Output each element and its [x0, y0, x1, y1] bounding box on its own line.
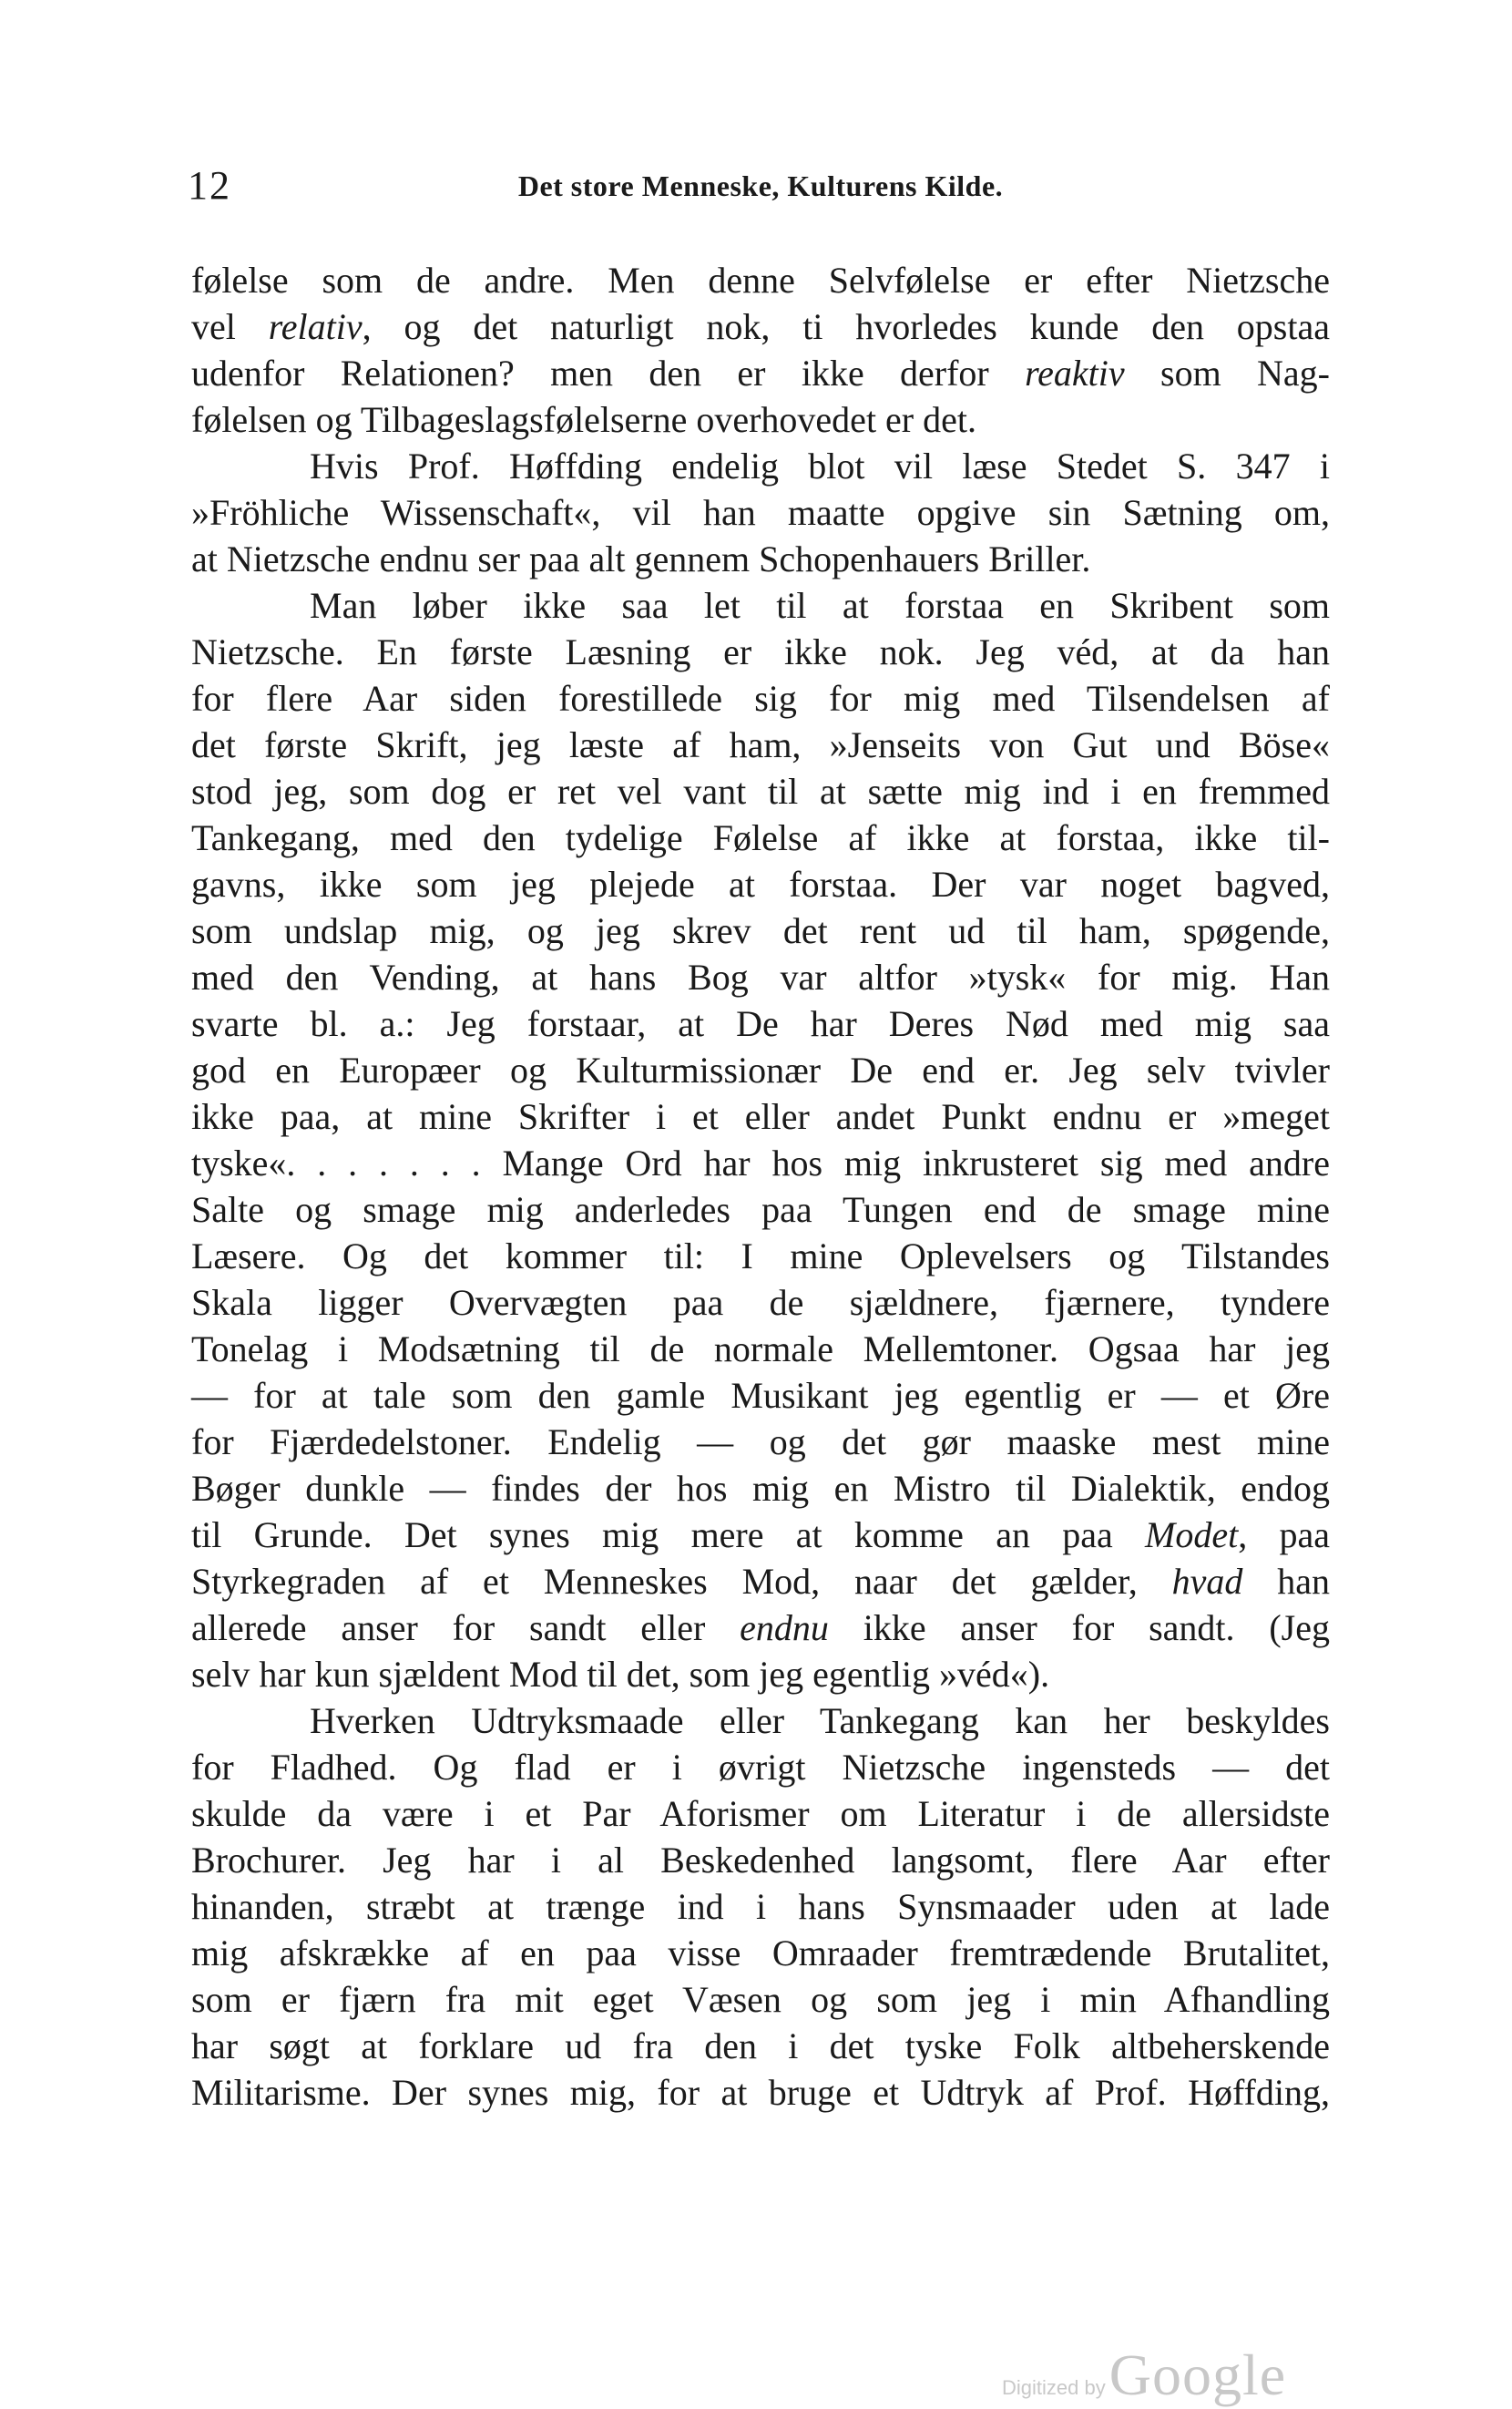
text-line: som er fjærn fra mit eget Væsen og som jeg i min Afhandling — [191, 1979, 1330, 2020]
text-line: god en Europæer og Kulturmissionær De end er. Jeg selv tvivler — [191, 1050, 1330, 1091]
text-line: tyske«. . . . . . . Mange Ord har hos mig inkrusteret sig med andre — [191, 1143, 1330, 1184]
text-line: Tankegang, med den tydelige Følelse af ikke at forstaa, ikke til- — [191, 817, 1330, 858]
text-line: Brochurer. Jeg har i al Beskedenhed langsomt, flere Aar efter — [191, 1840, 1330, 1881]
body-text — [191, 257, 1330, 2116]
text-line: »Fröhliche Wissenschaft«, vil han maatte opgive sin Sætning om, — [191, 492, 1330, 533]
text-line: hinanden, stræbt at trænge ind i hans Synsmaader uden at lade — [191, 1886, 1330, 1927]
page-number: 12 — [188, 163, 231, 208]
text-line: Læsere. Og det kommer til: I mine Oplevelsers og Tilstandes — [191, 1235, 1330, 1276]
text-line: følelsen og Tilbageslagsfølelserne overhovedet er det. — [191, 399, 976, 440]
text-line: Man løber ikke saa let til at forstaa en Skribent som — [310, 585, 1330, 626]
running-title: Det store Menneske, Kulturens Kilde. — [517, 169, 1004, 202]
text-line: følelse som de andre. Men denne Selvfølelse er efter Nietzsche — [191, 260, 1330, 301]
text-line: at Nietzsche endnu ser paa alt gennem Schopenhauers Briller. — [191, 538, 1091, 579]
text-line: mig afskrække af en paa visse Omraader fremtrædende Brutalitet, — [191, 1932, 1330, 1973]
text-line: gavns, ikke som jeg plejede at forstaa. Der var noget bagved, — [191, 864, 1330, 905]
text-line: svarte bl. a.: Jeg forstaar, at De har Deres Nød med mig saa — [191, 1003, 1330, 1044]
text-line: for flere Aar siden forestillede sig for mig med Tilsendelsen af — [191, 678, 1330, 719]
text-line: Hverken Udtryksmaade eller Tankegang kan her beskyldes — [310, 1700, 1330, 1741]
digitized-by-google-watermark — [1002, 2342, 1286, 2409]
text-line: — for at tale som den gamle Musikant jeg egentlig er — et Øre — [191, 1375, 1330, 1416]
text-line: stod jeg, som dog er ret vel vant til at sætte mig ind i en fremmed — [191, 771, 1330, 812]
text-line: Salte og smage mig anderledes paa Tungen end de smage mine — [191, 1189, 1330, 1230]
text-line: allerede anser for sandt eller endnu ikke anser for sandt. (Jeg — [191, 1607, 1330, 1648]
text-line: skulde da være i et Par Aforismer om Literatur i de allersidste — [191, 1793, 1330, 1834]
text-line: ikke paa, at mine Skrifter i et eller andet Punkt endnu er »meget — [191, 1096, 1330, 1137]
text-line: Nietzsche. En første Læsning er ikke nok. Jeg véd, at da han — [191, 631, 1330, 672]
text-line: Bøger dunkle — findes der hos mig en Mistro til Dialektik, endog — [191, 1468, 1330, 1509]
text-line: udenfor Relationen? men den er ikke derfor reaktiv som Nag- — [191, 353, 1330, 394]
text-line: for Fjærdedelstoner. Endelig — og det gør maaske mest mine — [191, 1421, 1330, 1462]
text-line: det første Skrift, jeg læste af ham, »Jenseits von Gut und Böse« — [191, 724, 1330, 765]
text-line: med den Vending, at hans Bog var altfor »tysk« for mig. Han — [191, 957, 1330, 998]
text-line: Hvis Prof. Høffding endelig blot vil læse Stedet S. 347 i — [310, 446, 1330, 487]
page-header — [182, 162, 1339, 217]
text-line: Tonelag i Modsætning til de normale Mellemtoner. Ogsaa har jeg — [191, 1328, 1330, 1369]
text-line: Styrkegraden af et Menneskes Mod, naar det gælder, hvad han — [191, 1561, 1330, 1602]
text-line: selv har kun sjældent Mod til det, som jeg egentlig »véd«). — [191, 1654, 1050, 1695]
text-line: til Grunde. Det synes mig mere at komme an paa Modet, paa — [191, 1514, 1331, 1555]
text-line: Militarisme. Der synes mig, for at bruge et Udtryk af Prof. Høffding, — [191, 2072, 1330, 2113]
text-line: Skala ligger Overvægten paa de sjældnere, fjærnere, tyndere — [191, 1282, 1330, 1323]
google-logo: Google — [1108, 2342, 1287, 2407]
watermark-prefix: Digitized by — [1002, 2376, 1106, 2399]
text-line: har søgt at forklare ud fra den i det tyske Folk altbeherskende — [191, 2025, 1330, 2066]
text-line: som undslap mig, og jeg skrev det rent ud til ham, spøgende, — [191, 910, 1330, 951]
text-line: vel relativ, og det naturligt nok, ti hvorledes kunde den opstaa — [191, 306, 1330, 347]
text-line: for Fladhed. Og flad er i øvrigt Nietzsche ingensteds — det — [191, 1747, 1330, 1788]
